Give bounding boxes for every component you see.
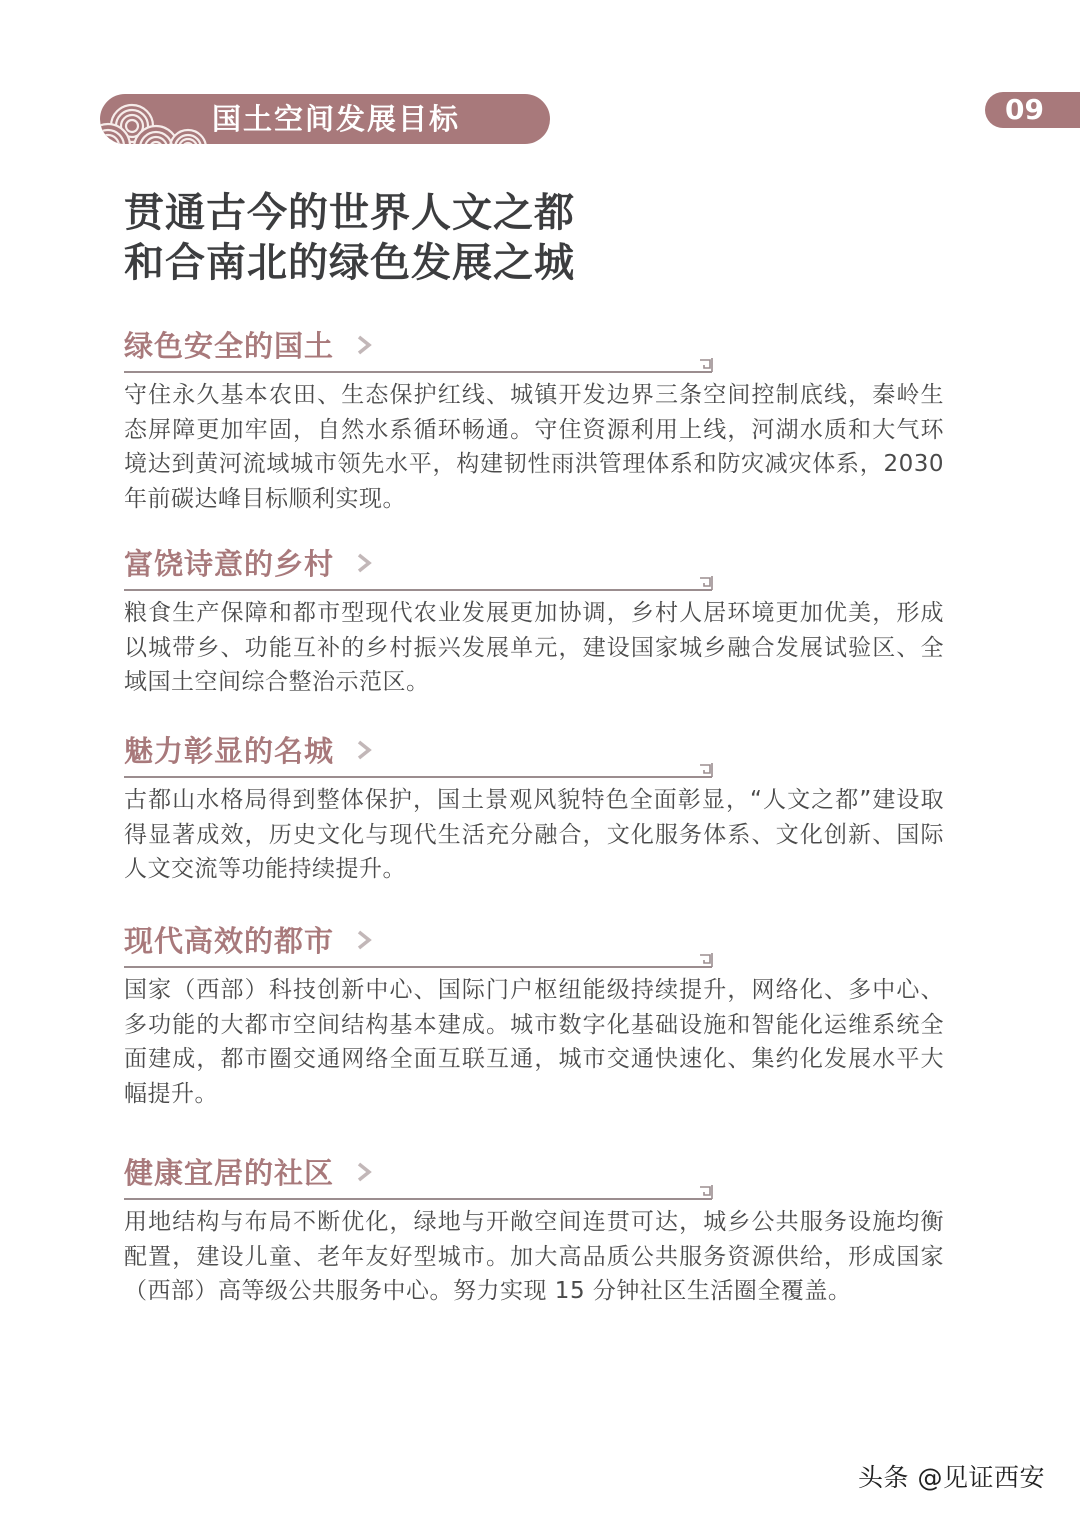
divider <box>124 776 712 778</box>
section-header <box>124 326 714 374</box>
section-title: 现代高效的都市 <box>124 924 335 958</box>
divider <box>124 1198 712 1200</box>
corner-hook-icon <box>698 761 714 779</box>
chevron-right-icon <box>356 929 372 951</box>
section-body: 用地结构与布局不断优化，绿地与开敞空间连贯可达，城乡公共服务设施均衡配置，建设儿童、老年友好型城市。加大高品质公共服务资源供给，形成国家（西部）高等级公共服务中心。努力实现 15 分钟社区生活圈全覆盖。 <box>124 1209 944 1304</box>
section-title: 健康宜居的社区 <box>124 1156 335 1190</box>
wave-pattern-icon <box>100 94 210 144</box>
page-number: 09 <box>985 92 1080 128</box>
divider <box>124 589 712 591</box>
section-body: 守住永久基本农田、生态保护红线、城镇开发边界三条空间控制底线，秦岭生态屏障更加牢固，自然水系循环畅通。守住资源利用上线，河湖水质和大气环境达到黄河流域城市领先水平，构建韧性雨洪管理体系和防灾减灾体系，2030 年前碳达峰目标顺利实现。 <box>124 382 944 512</box>
section-header <box>124 921 714 969</box>
chapter-banner <box>100 94 550 144</box>
corner-hook-icon <box>698 951 714 969</box>
section-modern-efficient-metropolis <box>124 921 944 1111</box>
section-body: 古都山水格局得到整体保护，国土景观风貌特色全面彰显，“人文之都”建设取得显著成效，历史文化与现代生活充分融合，文化服务体系、文化创新、国际人文交流等功能持续提升。 <box>124 787 944 882</box>
section-header <box>124 544 714 592</box>
section-rich-poetic-village <box>124 544 944 700</box>
watermark: 头条 @见证西安 <box>858 1463 1045 1492</box>
section-healthy-livable-community <box>124 1153 944 1309</box>
page-title-line-1: 贯通古今的世界人文之都 <box>124 190 575 236</box>
section-title: 绿色安全的国土 <box>124 329 335 363</box>
section-title: 富饶诗意的乡村 <box>124 547 335 581</box>
chevron-right-icon <box>356 334 372 356</box>
section-header <box>124 1153 714 1201</box>
corner-hook-icon <box>698 574 714 592</box>
divider <box>124 371 712 373</box>
section-body: 国家（西部）科技创新中心、国际门户枢纽能级持续提升，网络化、多中心、多功能的大都市空间结构基本建成。城市数字化基础设施和智能化运维系统全面建成，都市圈交通网络全面互联互通，城市交通快速化、集约化发展水平大幅提升。 <box>124 977 944 1107</box>
corner-hook-icon <box>698 356 714 374</box>
corner-hook-icon <box>698 1183 714 1201</box>
section-body: 粮食生产保障和都市型现代农业发展更加协调，乡村人居环境更加优美，形成以城带乡、功能互补的乡村振兴发展单元，建设国家城乡融合发展试验区、全域国土空间综合整治示范区。 <box>124 600 944 695</box>
chevron-right-icon <box>356 552 372 574</box>
chapter-title: 国土空间发展目标 <box>212 102 461 136</box>
chevron-right-icon <box>356 1161 372 1183</box>
section-header <box>124 731 714 779</box>
section-green-safe-land <box>124 326 944 516</box>
chevron-right-icon <box>356 739 372 761</box>
divider <box>124 966 712 968</box>
section-title: 魅力彰显的名城 <box>124 734 335 768</box>
page-title <box>124 188 575 288</box>
section-charming-famous-city <box>124 731 944 887</box>
page-title-line-2: 和合南北的绿色发展之城 <box>124 240 575 286</box>
